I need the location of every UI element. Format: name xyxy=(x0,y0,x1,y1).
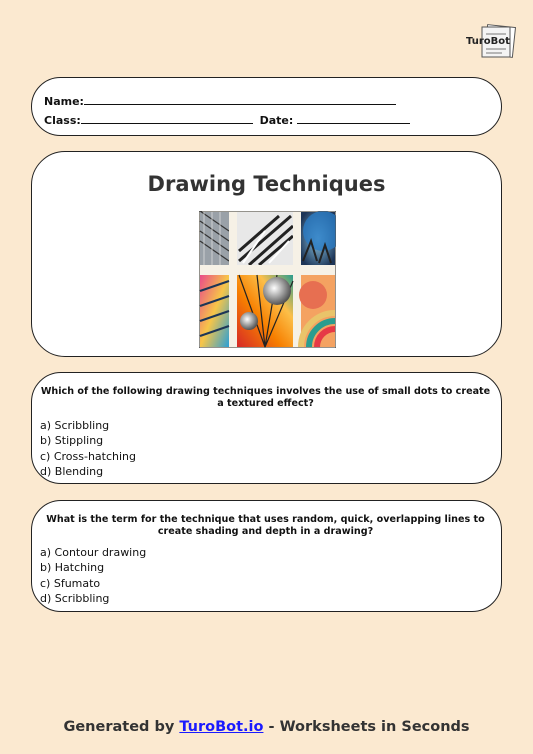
answer-option[interactable]: d) Blending xyxy=(40,464,104,478)
date-label: Date: xyxy=(259,114,294,127)
question-text: Which of the following drawing techniques involves the use of small dots to create a textured effect? xyxy=(40,386,491,409)
logo-text: TuroBot xyxy=(466,36,510,47)
student-info-card xyxy=(31,77,502,136)
footer-prefix: Generated by xyxy=(63,719,180,735)
question-card-2 xyxy=(31,500,502,612)
footer xyxy=(0,719,533,735)
page-title: Drawing Techniques xyxy=(147,172,386,196)
answer-options xyxy=(40,545,146,606)
answer-option[interactable]: b) Hatching xyxy=(40,561,105,575)
drawing-techniques-illustration xyxy=(199,211,336,348)
name-row xyxy=(44,94,396,108)
class-label: Class: xyxy=(44,114,81,127)
question-card-1 xyxy=(31,372,502,484)
class-date-row xyxy=(44,113,410,127)
footer-suffix: - Worksheets in Seconds xyxy=(263,719,470,735)
turobot-link[interactable]: TuroBot.io xyxy=(179,719,264,735)
answer-option[interactable]: d) Scribbling xyxy=(40,591,110,605)
class-field[interactable] xyxy=(81,113,253,124)
answer-option[interactable]: a) Contour drawing xyxy=(40,546,147,559)
question-text: What is the term for the technique that uses random, quick, overlapping lines to create shading and depth in a drawing? xyxy=(46,514,485,537)
answer-option[interactable]: b) Stippling xyxy=(40,434,104,448)
answer-option[interactable]: c) Cross-hatching xyxy=(40,449,137,463)
answer-option[interactable]: a) Scribbling xyxy=(40,419,110,432)
name-label: Name: xyxy=(44,95,84,108)
title-card xyxy=(31,151,502,357)
date-field[interactable] xyxy=(297,113,410,124)
answer-options xyxy=(40,418,136,479)
name-field[interactable] xyxy=(84,94,396,105)
answer-option[interactable]: c) Sfumato xyxy=(40,576,101,590)
